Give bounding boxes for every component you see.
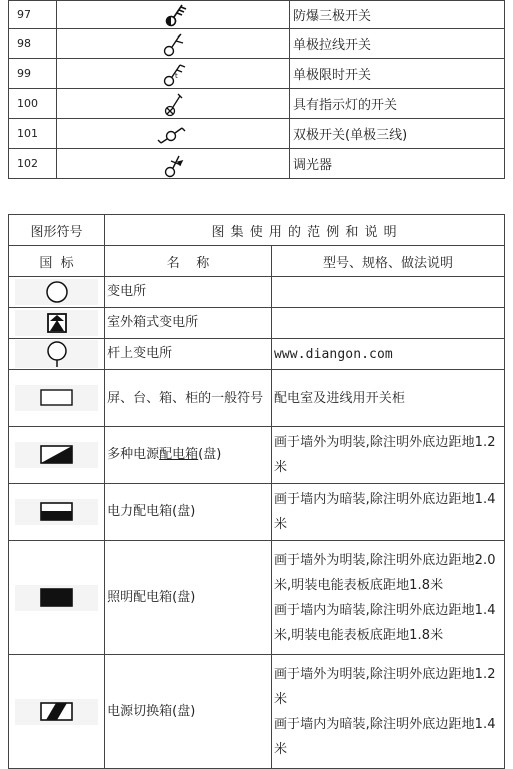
- item-desc: [271, 277, 504, 308]
- switch-name: 调光器: [290, 149, 505, 179]
- item-name: 电力配电箱(盘): [105, 484, 272, 541]
- symbol-cell: [9, 277, 105, 308]
- row-number: 102: [9, 149, 57, 179]
- table-row: [9, 149, 505, 179]
- item-desc: [271, 655, 504, 769]
- table-row: [9, 89, 505, 119]
- symbol-cell: [9, 427, 105, 484]
- pole-substation-icon: [15, 340, 98, 368]
- symbol-cell: [9, 370, 105, 427]
- single-pole-timer-switch-icon: [57, 59, 290, 89]
- row-number: 98: [9, 29, 57, 59]
- row-number: 101: [9, 119, 57, 149]
- table-row: [9, 59, 505, 89]
- switch-name: 防爆三极开关: [290, 1, 505, 29]
- multi-power-box-icon: [15, 442, 98, 468]
- table-header-row: [9, 215, 505, 246]
- item-desc: 配电室及进线用开关柜: [271, 370, 504, 427]
- item-desc: www.diangon.com: [271, 339, 504, 370]
- table-row: [9, 277, 505, 308]
- symbol-cell: [9, 339, 105, 370]
- header-title: 图 集 使 用 的 范 例 和 说 明: [105, 215, 505, 246]
- outdoor-box-substation-icon: [15, 310, 98, 336]
- item-desc-line: 画于墙外为明装,除注明外底边距地2.0米,明装电能表板底距地1.8米: [273, 552, 496, 593]
- table-row: [9, 1, 505, 29]
- power-transfer-box-icon: [15, 699, 98, 725]
- dimmer-icon: [57, 149, 290, 179]
- table-row: [9, 541, 505, 655]
- table-row: [9, 427, 505, 484]
- symbol-cell: [9, 541, 105, 655]
- symbol-cell: [9, 484, 105, 541]
- switch-name: 单极限时开关: [290, 59, 505, 89]
- item-name: 电源切换箱(盘): [105, 655, 272, 769]
- item-desc: [271, 308, 504, 339]
- item-desc-line: 画于墙内为暗装,除注明外底边距地1.4米,明装电能表板底距地1.8米: [273, 602, 496, 643]
- row-number: 99: [9, 59, 57, 89]
- single-pole-pull-switch-icon: [57, 29, 290, 59]
- item-name-part: 多种电源: [107, 447, 160, 462]
- switch-name: 具有指示灯的开关: [290, 89, 505, 119]
- table-row: [9, 339, 505, 370]
- item-desc: 画于墙内为暗装,除注明外底边距地1.4米: [271, 484, 504, 541]
- item-name: 室外箱式变电所: [105, 308, 272, 339]
- symbol-cell: [9, 308, 105, 339]
- general-cabinet-icon: [15, 385, 98, 411]
- switch-name: 单极拉线开关: [290, 29, 505, 59]
- lighting-distribution-box-icon: [15, 585, 98, 611]
- table-header-row: [9, 246, 505, 277]
- switch-name: 双极开关(单极三线): [290, 119, 505, 149]
- row-number: 97: [9, 1, 57, 29]
- header-name: 名 称: [105, 246, 272, 277]
- item-name: [105, 427, 272, 484]
- legend-table: [8, 214, 505, 769]
- header-symbol: 图形符号: [9, 215, 105, 246]
- double-pole-switch-icon: [57, 119, 290, 149]
- table-row: [9, 119, 505, 149]
- item-desc-line: 画于墙内为暗装,除注明外底边距地1.4米: [273, 716, 496, 757]
- row-number: 100: [9, 89, 57, 119]
- header-standard: 国 标: [9, 246, 105, 277]
- symbol-cell: [9, 655, 105, 769]
- explosion-proof-3pole-switch-icon: [57, 1, 290, 29]
- switch-symbol-table: [8, 0, 505, 179]
- svg-text:t: t: [175, 71, 178, 80]
- item-name-part: (盘): [198, 447, 222, 462]
- header-spec: 型号、规格、做法说明: [271, 246, 504, 277]
- item-name: 屏、台、箱、柜的一般符号: [105, 370, 272, 427]
- item-name: 照明配电箱(盘): [105, 541, 272, 655]
- table-row: [9, 655, 505, 769]
- item-name: 杆上变电所: [105, 339, 272, 370]
- table-row: [9, 370, 505, 427]
- table-row: [9, 308, 505, 339]
- item-name-link: 配电箱: [159, 447, 199, 462]
- power-distribution-box-icon: [15, 499, 98, 525]
- item-desc-line: 画于墙外为明装,除注明外底边距地1.2米: [273, 666, 496, 707]
- item-name: 变电所: [105, 277, 272, 308]
- indicator-light-switch-icon: [57, 89, 290, 119]
- table-row: [9, 29, 505, 59]
- table-row: [9, 484, 505, 541]
- item-desc: 画于墙外为明装,除注明外底边距地1.2米: [271, 427, 504, 484]
- item-desc: [271, 541, 504, 655]
- substation-circle-icon: [15, 279, 98, 305]
